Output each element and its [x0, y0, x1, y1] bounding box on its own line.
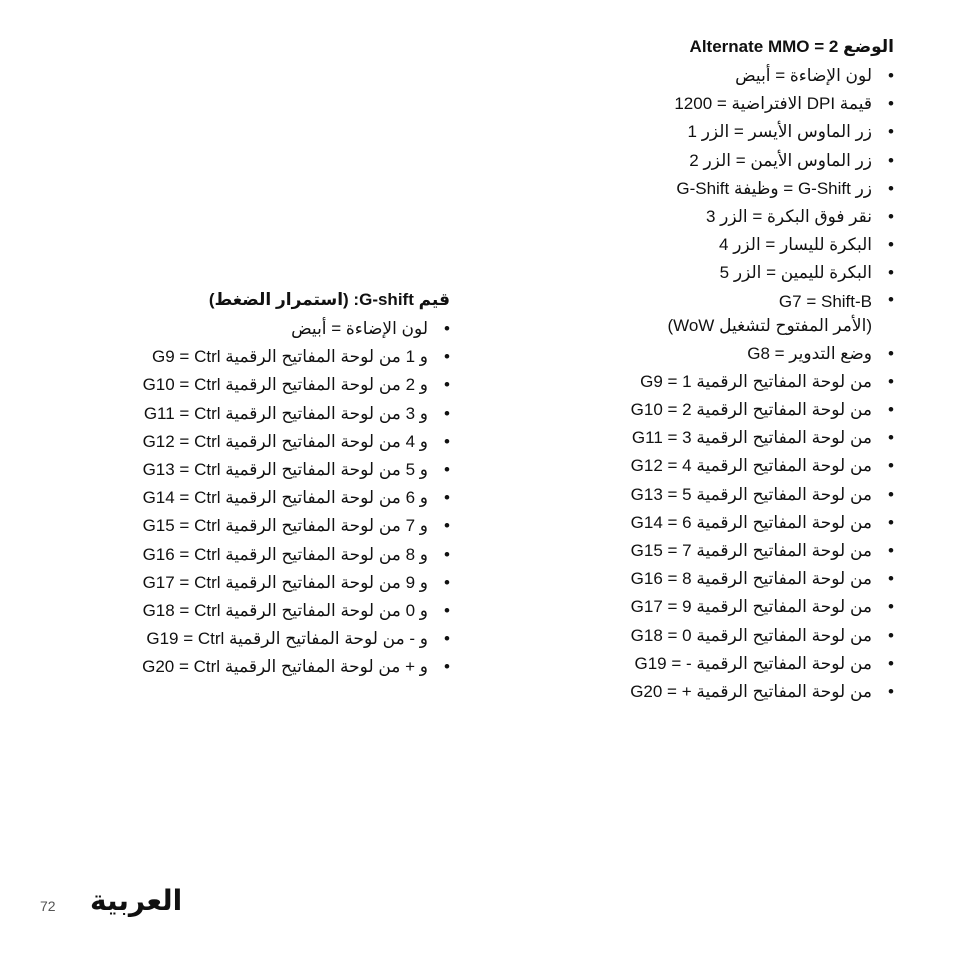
list-item: • زر G-Shift = وظيفة G-Shift	[594, 175, 894, 203]
right-column	[594, 34, 894, 706]
section-heading-g-shift: قيم G-shift: (استمرار الضغط)	[208, 290, 450, 309]
section-heading-mode-2: الوضع 2 = Alternate MMO	[689, 37, 894, 56]
list-item: • G13 = 5 من لوحة المفاتيح الرقمية	[594, 481, 894, 509]
list-item: • G10 = 2 من لوحة المفاتيح الرقمية	[594, 396, 894, 424]
list-item-g7	[594, 288, 894, 340]
list-item: • G16 = 8 من لوحة المفاتيح الرقمية	[594, 565, 894, 593]
list-item: • G14 = Ctrl و 6 من لوحة المفاتيح الرقمية	[130, 484, 450, 512]
g7-value: • G7 = Shift-B	[778, 291, 872, 311]
list-item: • G15 = Ctrl و 7 من لوحة المفاتيح الرقمية	[130, 512, 450, 540]
mode-2-list	[594, 62, 894, 706]
list-item: • البكرة لليسار = الزر 4	[594, 231, 894, 259]
page-number: 72	[40, 898, 56, 914]
left-column	[130, 287, 450, 682]
list-item: • G14 = 6 من لوحة المفاتيح الرقمية	[594, 509, 894, 537]
list-item: • نقر فوق البكرة = الزر 3	[594, 203, 894, 231]
list-item: • G18 = Ctrl و 0 من لوحة المفاتيح الرقمية	[130, 597, 450, 625]
list-item: • G12 = 4 من لوحة المفاتيح الرقمية	[594, 452, 894, 480]
list-item: • G20 = Ctrl و + من لوحة المفاتيح الرقمية	[130, 653, 450, 681]
list-item: • G13 = Ctrl و 5 من لوحة المفاتيح الرقمية	[130, 456, 450, 484]
list-item: • لون الإضاءة = أبيض	[130, 315, 450, 343]
list-item: • زر الماوس الأيمن = الزر 2	[594, 147, 894, 175]
list-item: • زر الماوس الأيسر = الزر 1	[594, 118, 894, 146]
list-item: • G15 = 7 من لوحة المفاتيح الرقمية	[594, 537, 894, 565]
list-item: • G20 = + من لوحة المفاتيح الرقمية	[594, 678, 894, 706]
list-item: • G17 = 9 من لوحة المفاتيح الرقمية	[594, 593, 894, 621]
g7-note: (الأمر المفتوح لتشغيل WoW)	[667, 315, 872, 335]
list-item: • G18 = 0 من لوحة المفاتيح الرقمية	[594, 622, 894, 650]
language-label: العربية	[90, 885, 183, 916]
list-item: • G9 = 1 من لوحة المفاتيح الرقمية	[594, 368, 894, 396]
list-item: • G11 = Ctrl و 3 من لوحة المفاتيح الرقمية	[130, 400, 450, 428]
list-item: • G17 = Ctrl و 9 من لوحة المفاتيح الرقمية	[130, 569, 450, 597]
list-item: • G19 = Ctrl و - من لوحة المفاتيح الرقمية	[130, 625, 450, 653]
list-item: • G9 = Ctrl و 1 من لوحة المفاتيح الرقمية	[130, 343, 450, 371]
list-item: • لون الإضاءة = أبيض	[594, 62, 894, 90]
list-item: • G10 = Ctrl و 2 من لوحة المفاتيح الرقمية	[130, 371, 450, 399]
list-item: • G8 = وضع التدوير	[594, 340, 894, 368]
g-shift-list	[130, 315, 450, 682]
list-item: • G16 = Ctrl و 8 من لوحة المفاتيح الرقمية	[130, 541, 450, 569]
list-item: • G11 = 3 من لوحة المفاتيح الرقمية	[594, 424, 894, 452]
list-item: • البكرة لليمين = الزر 5	[594, 259, 894, 287]
list-item: • قيمة DPI الافتراضية = 1200	[594, 90, 894, 118]
list-item: • G12 = Ctrl و 4 من لوحة المفاتيح الرقمية	[130, 428, 450, 456]
list-item: • G19 = - من لوحة المفاتيح الرقمية	[594, 650, 894, 678]
